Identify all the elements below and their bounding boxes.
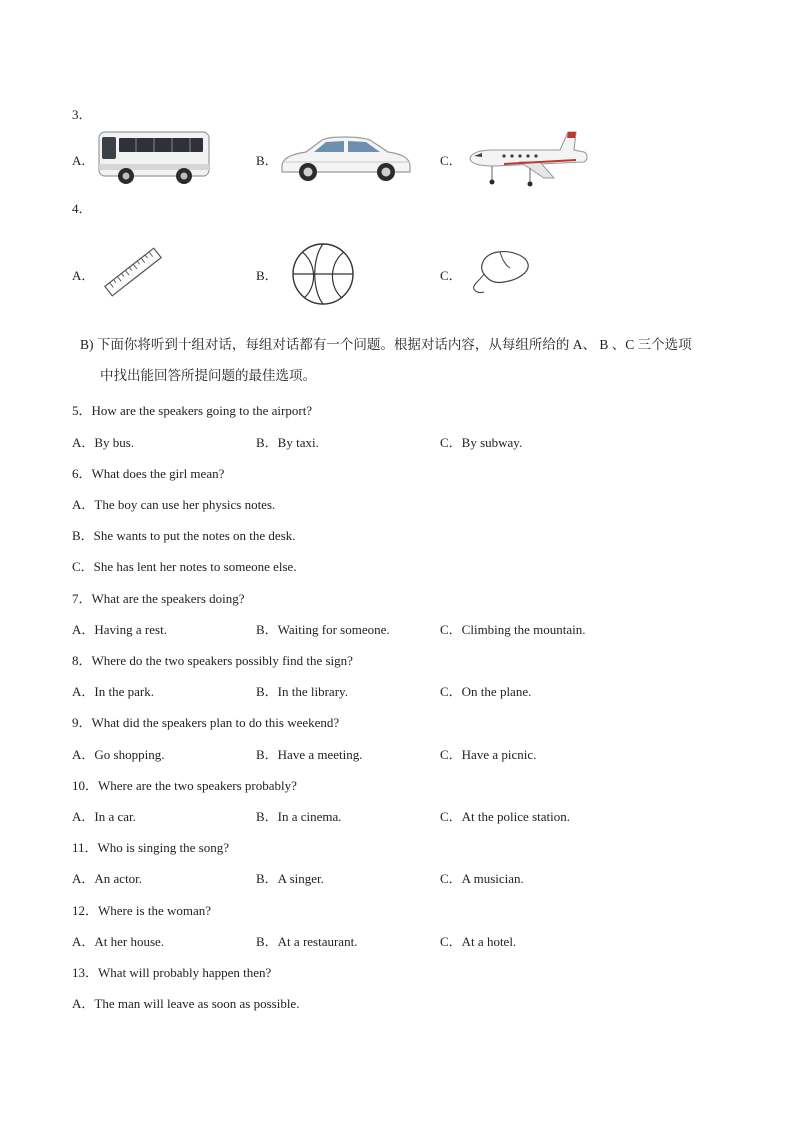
q12-option-a[interactable]: A．At her house. xyxy=(72,934,165,949)
question-3-number: 3． xyxy=(72,107,92,122)
question-10-stem: 10．Where are the two speakers probably? xyxy=(72,778,297,793)
question-11-stem: 11．Who is singing the song? xyxy=(72,840,229,855)
question-13-stem: 13．What will probably happen then? xyxy=(72,965,272,980)
q4-option-a-letter[interactable]: A． xyxy=(72,268,95,283)
basketball-icon xyxy=(290,242,356,306)
q12-option-b[interactable]: B．At a restaurant. xyxy=(256,934,358,949)
q7-option-b[interactable]: B．Waiting for someone. xyxy=(256,622,390,637)
q3-option-c-letter[interactable]: C． xyxy=(440,153,462,168)
q4-option-c-letter[interactable]: C． xyxy=(440,268,462,283)
car-icon xyxy=(278,132,414,184)
question-6-stem: 6．What does the girl mean? xyxy=(72,466,225,481)
question-4-number: 4． xyxy=(72,201,92,216)
section-b-instructions-line2: 中找出能回答所提问题的最佳选项。 xyxy=(100,368,316,383)
q4-option-b-letter[interactable]: B． xyxy=(256,268,278,283)
q6-option-c[interactable]: C．She has lent her notes to someone else. xyxy=(72,559,297,574)
q10-option-b[interactable]: B．In a cinema. xyxy=(256,809,342,824)
q7-option-a[interactable]: A．Having a rest. xyxy=(72,622,167,637)
airplane-icon xyxy=(464,126,594,190)
q5-option-a[interactable]: A．By bus. xyxy=(72,435,135,450)
q10-option-a[interactable]: A．In a car. xyxy=(72,809,136,824)
question-5-stem: 5．How are the speakers going to the airport? xyxy=(72,403,313,418)
ruler-icon xyxy=(100,244,166,300)
q3-option-a-letter[interactable]: A． xyxy=(72,153,95,168)
question-8-stem: 8．Where do the two speakers possibly find the sign? xyxy=(72,653,353,668)
q12-option-c[interactable]: C．At a hotel. xyxy=(440,934,517,949)
q8-option-c[interactable]: C．On the plane. xyxy=(440,684,532,699)
q8-option-b[interactable]: B．In the library. xyxy=(256,684,348,699)
q6-option-b[interactable]: B．She wants to put the notes on the desk. xyxy=(72,528,296,543)
bus-icon xyxy=(96,128,214,188)
q6-option-a[interactable]: A．The boy can use her physics notes. xyxy=(72,497,276,512)
q7-option-c[interactable]: C．Climbing the mountain. xyxy=(440,622,586,637)
q9-option-c[interactable]: C．Have a picnic. xyxy=(440,747,537,762)
q9-option-a[interactable]: A．Go shopping. xyxy=(72,747,165,762)
q8-option-a[interactable]: A．In the park. xyxy=(72,684,154,699)
question-12-stem: 12．Where is the woman? xyxy=(72,903,211,918)
q13-option-a[interactable]: A．The man will leave as soon as possible. xyxy=(72,996,300,1011)
q5-option-c[interactable]: C．By subway. xyxy=(440,435,523,450)
q3-option-b-letter[interactable]: B． xyxy=(256,153,278,168)
question-9-stem: 9．What did the speakers plan to do this weekend? xyxy=(72,715,340,730)
section-b-instructions-line1: B) 下面你将听到十组对话，每组对话都有一个问题。根据对话内容，从每组所给的 A、 B 、C 三个选项 xyxy=(80,337,692,352)
q11-option-c[interactable]: C．A musician. xyxy=(440,871,524,886)
computer-mouse-icon xyxy=(470,246,534,298)
q10-option-c[interactable]: C．At the police station. xyxy=(440,809,570,824)
question-7-stem: 7．What are the speakers doing? xyxy=(72,591,245,606)
q5-option-b[interactable]: B．By taxi. xyxy=(256,435,319,450)
q9-option-b[interactable]: B．Have a meeting. xyxy=(256,747,363,762)
q11-option-a[interactable]: A．An actor. xyxy=(72,871,143,886)
q11-option-b[interactable]: B．A singer. xyxy=(256,871,324,886)
